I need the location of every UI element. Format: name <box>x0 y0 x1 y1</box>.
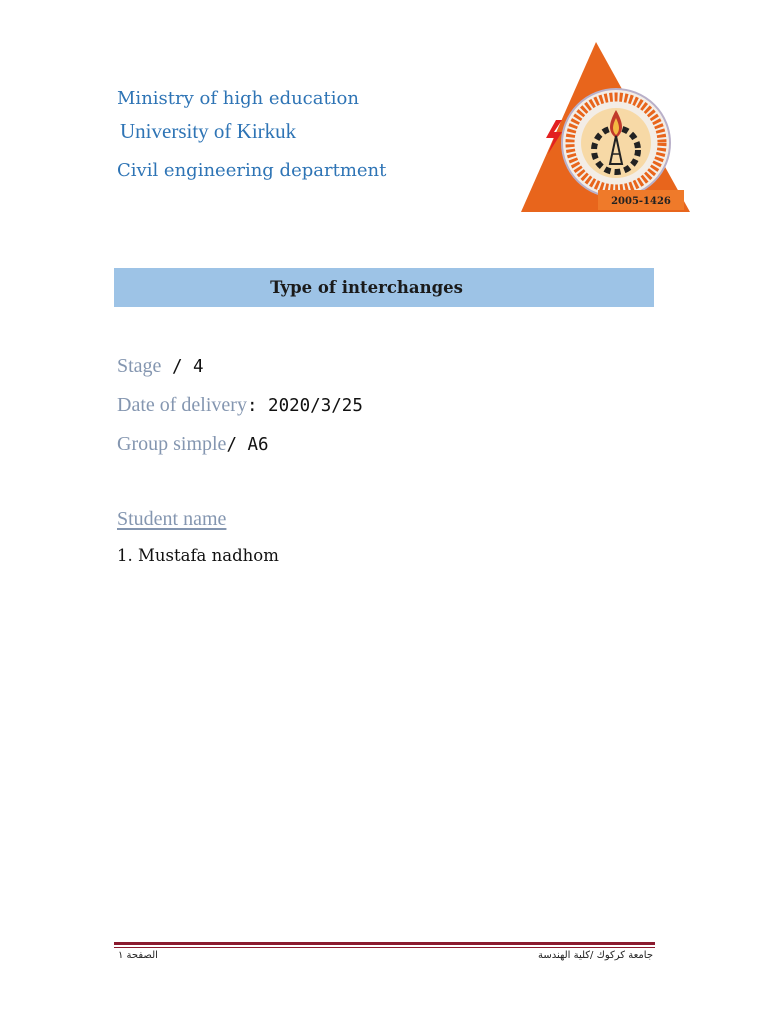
stage-value: 4 <box>193 357 204 377</box>
delivery-value: 2020/3/25 <box>268 396 363 416</box>
student-name-heading: Student name <box>117 508 227 530</box>
stage-separator: / <box>161 357 194 377</box>
footer-college: جامعة كركوك /كلية الهندسة <box>537 950 653 961</box>
group-label: Group simple <box>117 433 227 455</box>
university-logo <box>518 40 690 216</box>
stage-label: Stage <box>117 355 162 377</box>
group-separator: / <box>226 435 248 455</box>
delivery-separator: : <box>246 396 269 416</box>
group-value: A6 <box>247 435 269 455</box>
delivery-field <box>117 393 363 418</box>
list-item: 1. Mustafa nadhom <box>117 546 279 565</box>
student-list <box>117 546 279 565</box>
department-heading: Civil engineering department <box>117 160 387 181</box>
title-band <box>114 268 654 307</box>
university-heading: University of Kirkuk <box>120 119 297 143</box>
document-title: Type of interchanges <box>270 278 463 297</box>
group-field <box>117 432 269 457</box>
stage-field <box>117 354 204 379</box>
footer-page-number: الصفحة ١ <box>118 950 158 961</box>
delivery-label: Date of delivery <box>117 394 247 416</box>
ministry-heading: Ministry of high education <box>117 88 359 109</box>
footer-divider <box>114 942 655 945</box>
footer-divider-thin <box>114 947 655 948</box>
logo-year: 2005-1426 <box>611 196 671 207</box>
